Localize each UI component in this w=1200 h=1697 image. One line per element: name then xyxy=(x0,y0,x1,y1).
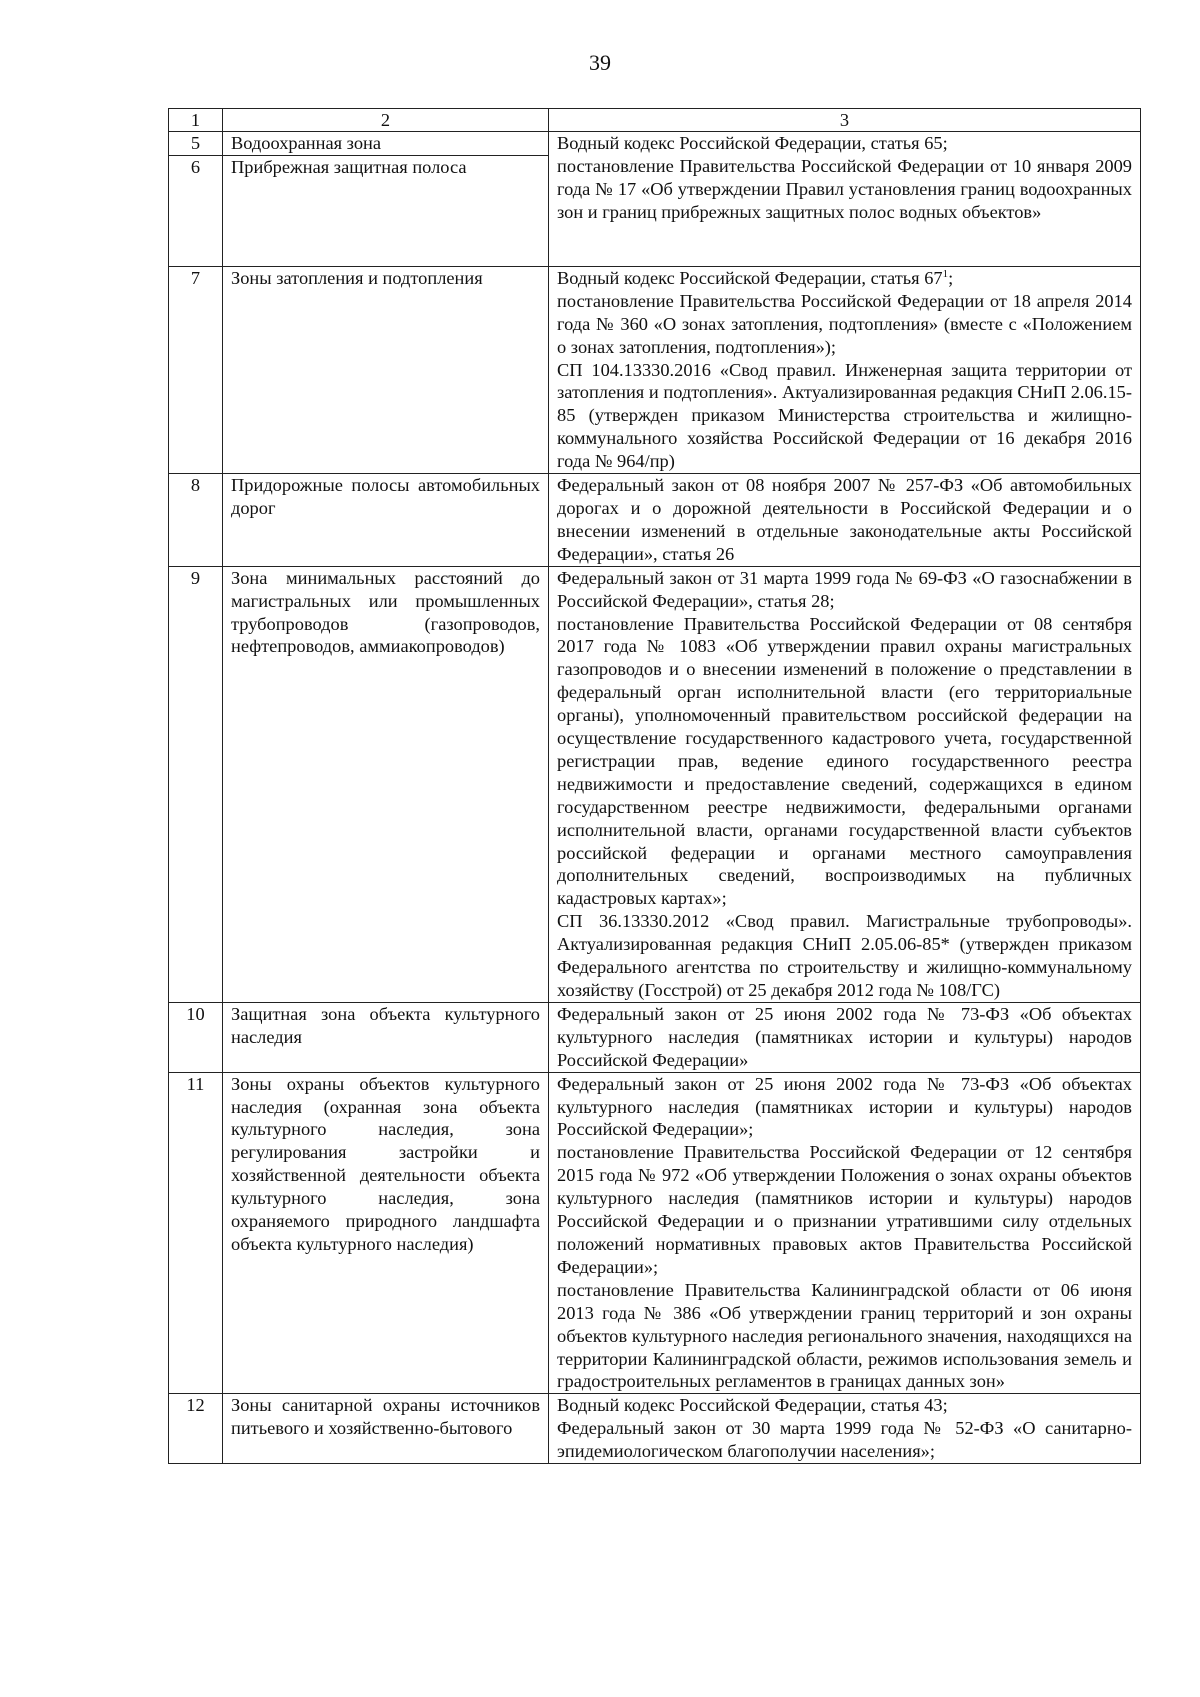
header-col-1: 1 xyxy=(169,109,223,132)
legal-basis-item: постановление Правительства Российской Федерации от 10 января 2009 года № 17 «Об утверждении Правил установления границ водоохранных зон и границ прибрежных защитных полос водных объектов» xyxy=(557,155,1132,222)
legal-basis-item: постановление Правительства Российской Федерации от 12 сентября 2015 года № 972 «Об утверждении Положения о зонах охраны объектов культурного наследия (памятников истории и культуры) народов Российской Федерации и о признании утратившими силу отдельных положений нормативных правовых актов Правительства Российской Федерации»; xyxy=(557,1142,1132,1277)
row-number: 11 xyxy=(169,1072,223,1394)
zone-name: Зона минимальных расстояний до магистральных или промышленных трубопроводов (газопроводов, нефтепроводов, аммиакопроводов) xyxy=(223,566,549,1002)
row-number: 7 xyxy=(169,266,223,473)
legal-basis-item: Водный кодекс Российской Федерации, статья $67^1$; xyxy=(557,267,954,288)
table-row xyxy=(169,1002,1141,1072)
legal-basis-item: СП 36.13330.2012 «Свод правил. Магистральные трубопроводы». Актуализированная редакция СНиП 2.05.06-85* (утвержден приказом Федерального агентства по строительству и жилищно-коммунальному хозяйству (Госстрой) от 25 декабря 2012 года № 108/ГС) xyxy=(557,911,1132,1000)
zone-name: Водоохранная зона xyxy=(223,132,549,156)
row-number: 8 xyxy=(169,474,223,567)
legal-basis-item: Водный кодекс Российской Федерации, статья 65; xyxy=(557,133,948,153)
header-col-2: 2 xyxy=(223,109,549,132)
legal-basis-item: СП 104.13330.2016 «Свод правил. Инженерная защита территории от затопления и подтопления». Актуализированная редакция СНиП 2.06.15-85 (утвержден приказом Министерства строительства и жилищно-коммунального хозяйства Российской Федерации от 16 декабря 2016 года № 964/пр) xyxy=(557,359,1132,472)
row-number: 6 xyxy=(169,155,223,266)
legal-basis-item: постановление Правительства Калининградской области от 06 июня 2013 года № 386 «Об утверждении границ территорий и зон охраны объектов культурного наследия регионального значения, находящихся на территории Калининградской области, режимов использования земель и градостроительных регламентов в границах данных зон» xyxy=(557,1279,1132,1392)
legal-basis-item: Федеральный закон от 25 июня 2002 года № 73-ФЗ «Об объектах культурного наследия (памятниках истории и культуры) народов Российской Федерации» xyxy=(557,1003,1132,1070)
row-number: 5 xyxy=(169,132,223,156)
table-row xyxy=(169,566,1141,1002)
row-number: 9 xyxy=(169,566,223,1002)
legal-basis xyxy=(549,1394,1141,1464)
zone-name: Прибрежная защитная полоса xyxy=(223,155,549,266)
row-number: 12 xyxy=(169,1394,223,1464)
table-row xyxy=(169,266,1141,473)
header-col-3: 3 xyxy=(549,109,1141,132)
legal-basis xyxy=(549,1002,1141,1072)
row-number: 10 xyxy=(169,1002,223,1072)
zone-name: Зоны затопления и подтопления xyxy=(223,266,549,473)
table-row xyxy=(169,474,1141,567)
zones-regulations-table xyxy=(168,108,1141,1464)
table-row xyxy=(169,1394,1141,1464)
legal-basis-item: постановление Правительства Российской Федерации от 18 апреля 2014 года № 360 «О зонах затопления, подтопления» (вместе с «Положением о зонах затопления, подтопления»); xyxy=(557,290,1132,357)
legal-basis-item: постановление Правительства Российской Федерации от 08 сентября 2017 года № 1083 «Об утверждении правил охраны магистральных газопроводов и о внесении изменений в положение о представлении в федеральный орган исполнительной власти (его территориальные органы), уполномоченный правительством российской федерации на осуществление государственного кадастрового учета, государственной регистрации прав, ведение единого государственного реестра недвижимости и предоставление сведений, содержащихся в едином государственном реестре недвижимости, федеральными органами исполнительной власти, органами государственной власти субъектов российской федерации и органами местного самоуправления дополнительных сведений, воспроизводимых на публичных кадастровых картах»; xyxy=(557,613,1132,909)
legal-basis-item: Водный кодекс Российской Федерации, статья 43; xyxy=(557,1395,948,1416)
superscript: 1 xyxy=(942,267,949,280)
table-header-row xyxy=(169,109,1141,132)
zone-name: Защитная зона объекта культурного наследия xyxy=(223,1002,549,1072)
legal-basis-item: Федеральный закон от 30 марта 1999 года № 52-ФЗ «О санитарно-эпидемиологическом благополучии населения»; xyxy=(557,1418,1132,1462)
legal-basis xyxy=(549,266,1141,473)
table-row xyxy=(169,132,1141,156)
legal-basis-item: Федеральный закон от 25 июня 2002 года № 73-ФЗ «Об объектах культурного наследия (памятниках истории и культуры) народов Российской Федерации»; xyxy=(557,1073,1132,1140)
page-number: 39 xyxy=(589,50,611,75)
legal-basis xyxy=(549,474,1141,567)
table-row xyxy=(169,1072,1141,1394)
zone-name: Придорожные полосы автомобильных дорог xyxy=(223,474,549,567)
legal-basis xyxy=(549,1072,1141,1394)
zone-name: Зоны санитарной охраны источников питьевого и хозяйственно-бытового xyxy=(223,1394,549,1464)
zone-name: Зоны охраны объектов культурного наследия (охранная зона объекта культурного наследия, зона регулирования застройки и хозяйственной деятельности объекта культурного наследия, зона охраняемого природного ландшафта объекта культурного наследия) xyxy=(223,1072,549,1394)
legal-basis-item: Федеральный закон от 31 марта 1999 года № 69-ФЗ «О газоснабжении в Российской Федерации», статья 28; xyxy=(557,567,1132,611)
legal-basis xyxy=(549,566,1141,1002)
legal-basis-item: Федеральный закон от 08 ноября 2007 № 257-ФЗ «Об автомобильных дорогах и о дорожной деятельности в Российской Федерации и о внесении изменений в отдельные законодательные акты Российской Федерации», статья 26 xyxy=(557,475,1132,564)
legal-basis xyxy=(549,132,1141,267)
